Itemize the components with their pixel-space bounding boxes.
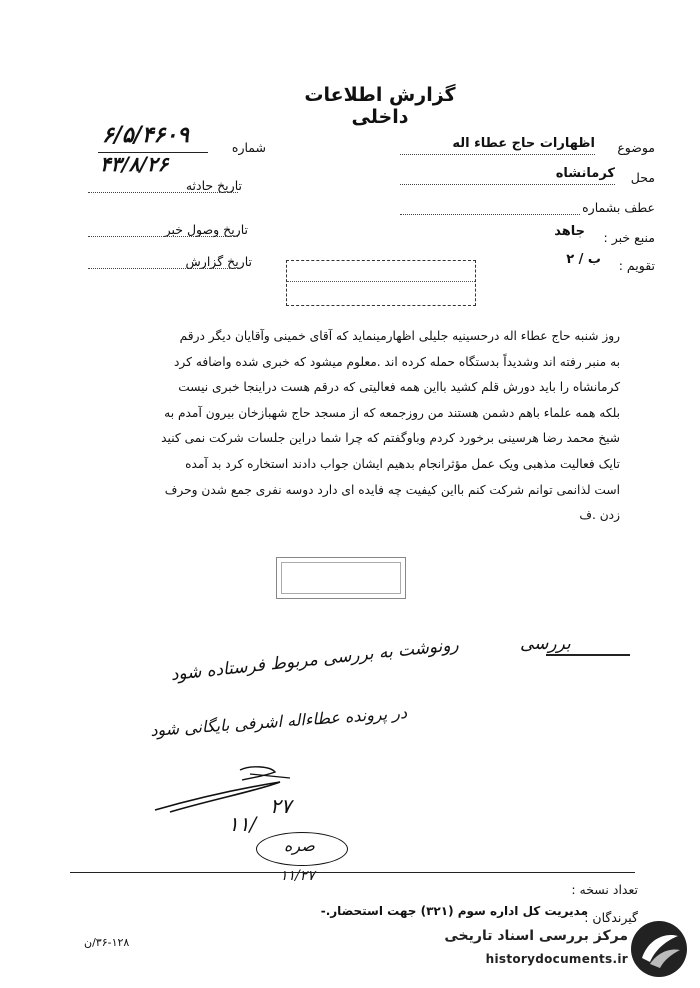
- location-line: [400, 184, 615, 185]
- subject-label: موضوع: [617, 140, 655, 155]
- recipient-text: مدیریت کل اداره سوم (۳۲۱) جهت استحضار.-: [320, 904, 588, 918]
- archive-stamp: [276, 557, 406, 599]
- calendar-value: ب / ۲: [566, 252, 601, 267]
- footer-rule: [70, 872, 635, 873]
- incident-date-line: [88, 192, 238, 193]
- location-label: محل: [630, 170, 655, 185]
- report-date-label: تاریخ گزارش: [185, 254, 252, 269]
- side-handwritten-note: بررسی: [520, 634, 571, 654]
- publisher-name: مرکز بررسی اسناد تاریخی: [444, 928, 628, 944]
- source-label: منبع خبر :: [603, 230, 655, 245]
- publisher-logo-icon: [628, 918, 690, 980]
- body-line: به منبر رفته اند وشدیداً بدستگاه حمله کرده اند .معلوم میشود که خبری شده واضافه کرد: [174, 354, 620, 369]
- left-header-block: [88, 112, 288, 272]
- incident-date-label: تاریخ حادثه: [185, 178, 242, 193]
- body-line: شیخ محمد رضا هرسینی برخورد کردم وباوگفتم که چرا شما دراین جلسات شرکت نمی کنید: [161, 431, 620, 446]
- body-line: کرمانشاه را باید دورش قلم کشید بااین همه فعالیتی که درقم هست دراینجا خبری نیست: [178, 380, 620, 395]
- source-value: جاهد: [554, 224, 585, 239]
- subject-value: اظهارات حاج عطاء اله: [452, 136, 595, 151]
- report-body: [70, 324, 620, 529]
- body-line: تایک فعالیت مذهبی ویک عمل مؤثرانجام بدهیم ایشان جواب دادند استخاره کرد بد آمده: [185, 456, 620, 471]
- location-value: کرمانشاه: [555, 166, 615, 181]
- body-line: روز شنبه حاج عطاء اله درحسینیه جلیلی اظهارمینماید که آقای خمینی وآقایان دیگر درقم: [179, 329, 620, 343]
- handwritten-note-2: در پرونده عطاءاله اشرفی بایگانی شود: [149, 703, 408, 740]
- handwritten-number-11: ۱۱/: [228, 812, 257, 836]
- recipients-label: گیرندگان :: [584, 910, 638, 925]
- side-note-underline: [546, 654, 630, 656]
- number-date-value: ۴۳/۸/۲۶: [100, 152, 169, 176]
- stamp-inner-border: [281, 562, 401, 594]
- number-value: ۶/۵/۴۶۰۹: [102, 122, 189, 148]
- subject-line: [400, 154, 595, 155]
- report-date-line: [88, 268, 238, 269]
- calendar-label: تقویم :: [618, 258, 655, 273]
- reference-line: [400, 214, 580, 215]
- number-label: شماره: [231, 140, 266, 155]
- right-header-block: [400, 130, 655, 280]
- publisher-url: historydocuments.ir: [485, 952, 628, 966]
- receipt-date-label: تاریخ وصول خبر: [164, 222, 248, 237]
- receipt-stamp: [286, 260, 476, 306]
- handwritten-number-27: ۲۷: [270, 794, 292, 818]
- body-line: بلکه همه علماء باهم دشمن هستند من روزجمعه که از مسجد حاج شهبازخان بیرون آمدم به: [164, 405, 620, 420]
- document-title: گزارش اطلاعات داخلی: [304, 84, 456, 128]
- circled-word: صره: [284, 836, 315, 855]
- form-number: ۳۶-۱۲۸/ن: [84, 936, 130, 949]
- body-line: زدن .ف: [579, 508, 620, 523]
- handwritten-date-under: ۱۱/۲۷: [280, 868, 315, 884]
- body-line: است لذانمی توانم شرکت کنم بااین کیفیت چه فایده ای دارد دوسه نفری جمع شدن وحرف: [164, 482, 620, 497]
- handwritten-note-1: رونوشت به بررسی مربوط فرستاده شود: [169, 634, 460, 686]
- reference-label: عطف بشماره: [582, 200, 655, 215]
- copies-label: تعداد نسخه :: [571, 882, 638, 897]
- stamp-divider: [287, 281, 475, 282]
- receipt-date-line: [88, 236, 238, 237]
